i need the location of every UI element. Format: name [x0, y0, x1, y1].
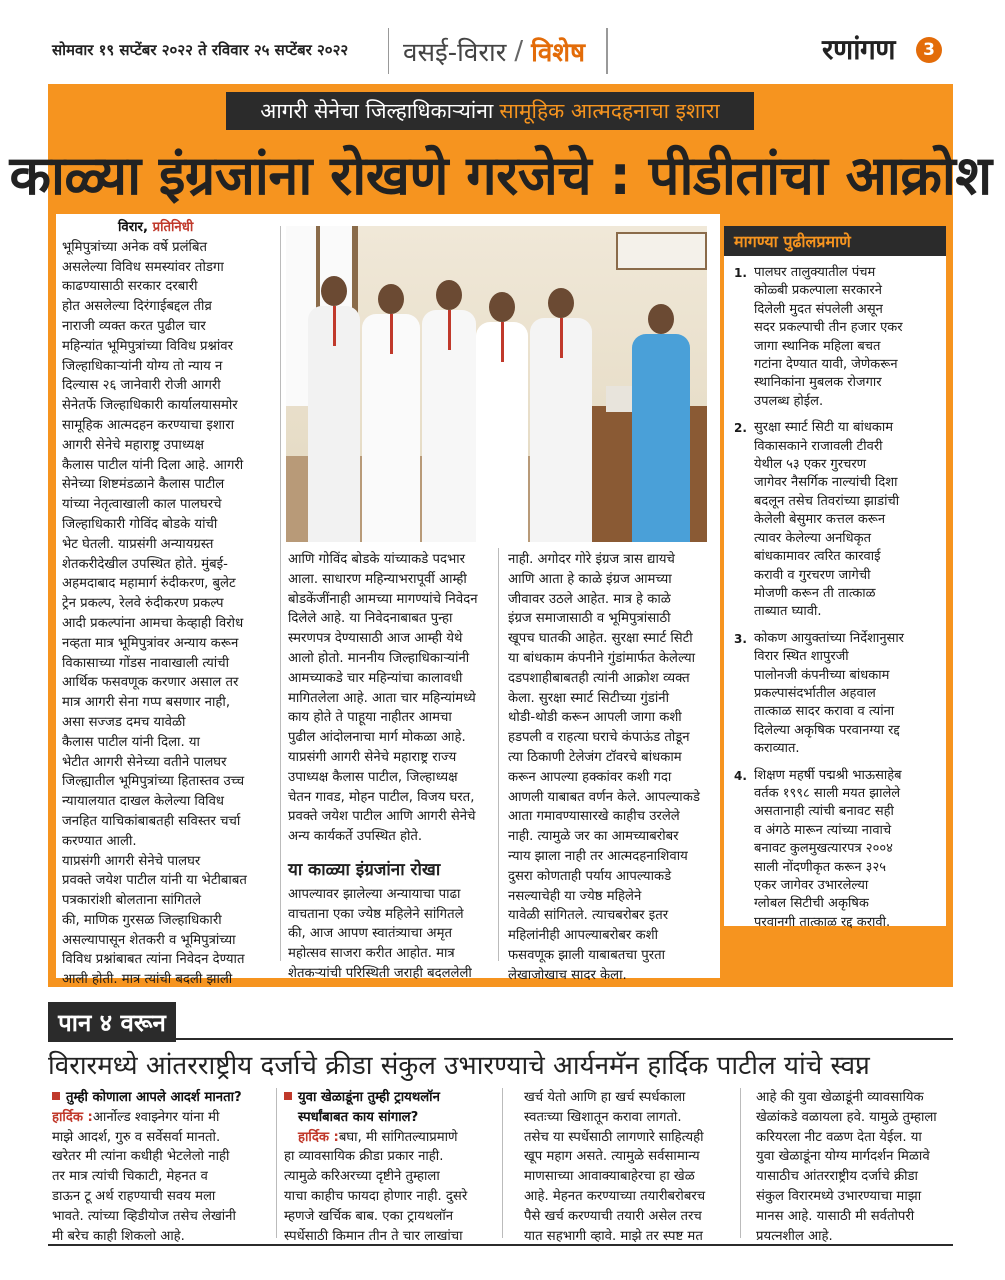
text-line: मोजणी करून ती तात्काळ [754, 585, 876, 601]
text-line: प्रयत्नशील आहे. [756, 1228, 833, 1244]
text-line: आणि गोविंद बोडके यांच्याकडे पदभार [288, 552, 466, 567]
text-line: बनावट कुलमुखत्यारपत्र २००४ [754, 841, 893, 857]
text-line: यावेळी सांगितले. त्याचबरोबर इतर [508, 908, 669, 924]
text-line: विरार स्थित शापुरजी [754, 649, 849, 665]
text-line: तसेच या स्पर्धेसाठी लागणारे साहित्यही [524, 1129, 704, 1145]
text-line: असल्यापासून शेतकरी व भूमिपुत्रांच्या [62, 932, 236, 948]
text-line: ग्लोबल सिटीची अकृषिक [754, 896, 869, 912]
question-text: तुम्ही कोणाला आपले आदर्श मानता? [66, 1090, 242, 1105]
text-line: विविध प्रश्नांबाबत त्यांना निवेदन देण्यात [62, 952, 245, 968]
demand-item [724, 264, 946, 411]
text-line: म्हणजे खर्चिक बाब. एका ट्रायथलॉन [284, 1208, 454, 1224]
text-line: याप्रसंगी आगरी सेनेचे महाराष्ट्र राज्य [288, 749, 457, 765]
text-line: महिलांनीही आपल्याबरोबर कशी [508, 928, 659, 944]
text-line: काय होते ते पाहूया नाहीतर आमचा [288, 710, 452, 726]
text-line: भूमिपुत्रांच्या अनेक वर्षे प्रलंबित [62, 239, 208, 255]
page-number-badge: 3 [916, 37, 942, 63]
person-lanyard [390, 314, 393, 354]
text-line: नाराजी व्यक्त करत पुढील चार [62, 318, 206, 334]
text-line: प्रवक्ते जयेश पाटील आणि आगरी सेनेचे [288, 809, 476, 825]
demands-title: मागण्या पुढीलप्रमाणे [724, 226, 946, 256]
text-line: स्पर्धेसाठी किमान तीन ते चार लाखांचा [284, 1228, 463, 1244]
text-line: न्यायालयात दाखल केलेल्या विविध [62, 794, 225, 810]
text-line: भावते. त्यांच्या व्हिडीयोज तसेच लेखांनी [52, 1208, 236, 1224]
text-line: चेतन गावड, मोहन पाटील, विजय घरत, [288, 789, 475, 805]
text-line: दुसरा कोणताही पर्याय आपल्याकडे [508, 868, 672, 884]
text-line: आणली याबाबत वर्णन केले. आपल्याकडे [508, 789, 700, 805]
text-line: महिन्यांत भूमिपुत्रांच्या विविध प्रश्नांवर [62, 338, 233, 354]
text-line: भेट घेतली. याप्रसंगी अन्यायग्रस्त [62, 536, 214, 552]
text-line: आहे की युवा खेळाडूंनी व्यावसायिक [756, 1090, 924, 1105]
interview-question [284, 1088, 498, 1108]
text-line: आलो होतो. माननीय जिल्हाधिकाऱ्यांनी [288, 650, 470, 666]
text-line: आमच्याकडे चार महिन्यांचा कालावधी [288, 670, 463, 686]
question-text: युवा खेळाडूंना तुम्ही ट्रायथलॉन [298, 1090, 440, 1105]
text-line: जनहित याचिकांबाबतही सविस्तर चर्चा [62, 813, 241, 829]
text-line: उपलब्ध होईल. [754, 393, 824, 409]
text-line: माणसाच्या आवाक्याबाहेरचा हा खेळ [524, 1169, 695, 1185]
text-line: केला. सुरक्षा स्मार्ट सिटीच्या गुंडांनी [508, 690, 670, 706]
story2-column-3 [524, 1088, 736, 1246]
person-head [489, 292, 515, 322]
text-line: त्यावर केलेल्या अनधिकृत [754, 530, 872, 546]
answer-text: बघा, मी सांगितल्याप्रमाणे [338, 1129, 458, 1145]
dateline-reporter: प्रतिनिधी [152, 220, 194, 235]
text-line: कोळ्बी प्रकल्पाला सरकारने [754, 283, 882, 299]
text-line: असा सज्जड दमच यावेळी [62, 714, 186, 730]
demand-number: 1. [734, 266, 747, 280]
person-figure [422, 226, 476, 542]
text-line: मी बरेच काही शिकलो आहे. [52, 1228, 185, 1244]
person-figure [362, 226, 420, 542]
text-line: होत असलेल्या दिरंगाईबद्दल तीव्र [62, 299, 212, 315]
person-head [321, 276, 347, 306]
text-line: आपल्यावर झालेल्या अन्यायाचा पाढा [288, 886, 461, 902]
text-line: स्थानिकांना मुबलक रोजगार [754, 375, 882, 391]
column-divider [502, 1088, 503, 1238]
text-line: दडपशाहीबाबतही त्यांनी आक्रोश व्यक्त [508, 670, 690, 686]
text-line: बदलून तसेच तिवरांच्या झाडांची [754, 493, 900, 509]
text-line: व अंगठे मारून त्यांच्या नावाचे [754, 822, 892, 838]
text-line: विकासाच्या गोंडस नावाखाली त्यांची [62, 655, 230, 671]
answer-label: हार्दिक : [298, 1129, 339, 1145]
text-line: की, आज आपण स्वातंत्र्याचा अमृत [288, 926, 452, 942]
text-line: कराव्यात. [754, 741, 800, 757]
text-line: जिल्ह्यातील भूमिपुत्रांच्या हितास्तव उच्च [62, 774, 245, 790]
text-line: असलेल्या विविध समस्यांवर तोडगा [62, 259, 224, 275]
text-line: पत्रकारांशी बोलताना सांगितले [62, 893, 202, 909]
text-line: याप्रसंगी आगरी सेनेचे पालघर [62, 853, 201, 869]
issue-date: सोमवार १९ सप्टेंबर २०२२ ते रविवार २५ सप्टेंबर २०२२ [52, 41, 349, 59]
tag-rule [176, 1038, 953, 1040]
text-line: पुढील आंदोलनाचा मार्ग मोकळा आहे. [288, 730, 466, 746]
text-line: विकासकाने राजावली टीवरी [754, 438, 883, 454]
text-line: संकुल विरारमध्ये उभारण्याचा माझा [756, 1188, 922, 1204]
text-line: युवा खेळाडूंना योग्य मार्गदर्शन मिळावे [756, 1149, 930, 1165]
text-line: सेनेच्या शिष्टमंडळाने कैलास पाटील [62, 477, 225, 493]
text-line: जिल्हाधिकारी गोविंद बोडके यांची [62, 516, 218, 532]
text-line: केलेली बेसुमार कत्तल करून [754, 512, 886, 528]
person-lanyard [560, 318, 563, 358]
text-line: कैलास पाटील यांनी दिला. या [62, 734, 200, 750]
person-lanyard [333, 306, 336, 346]
text-line: सेनेतर्फे जिल्हाधिकारी कार्यालयासमोर [62, 398, 238, 414]
story2-column-1 [52, 1088, 272, 1246]
demands-list [724, 264, 946, 940]
text-line: यासाठीच आंतरराष्ट्रीय दर्जाचे क्रीडा [756, 1169, 918, 1185]
text-line: शेतकरीदेखील उपस्थित होते. मुंबई- [62, 556, 228, 572]
text-line: खर्च येतो आणि हा खर्च स्पर्धकाला [524, 1090, 686, 1105]
text-line: याचा काहीच फायदा होणार नाही. दुसरे [284, 1188, 468, 1204]
kicker-highlight: सामूहिक आत्मदहनाचा इशारा [499, 99, 720, 123]
text-line: जागा स्थानिक महिला बचत [754, 338, 881, 354]
text-line: नव्हता मात्र भूमिपुत्रांवर अन्याय करून [62, 635, 239, 651]
story2-column-2 [284, 1088, 498, 1246]
text-line: आदी प्रकल्पांना आमचा केव्हाही विरोध [62, 615, 244, 631]
person-figure [530, 226, 592, 542]
text-line: पालघर तालुक्यातील पंचम [754, 265, 876, 280]
demand-item [724, 419, 946, 621]
text-line: खूपच घातकी आहेत. सुरक्षा स्मार्ट सिटी [508, 631, 693, 647]
text-line: लेखाजोखाच सादर केला. [508, 967, 627, 983]
text-line: येथील ५३ एकर गुरचरण [754, 457, 867, 473]
demand-item [724, 767, 946, 933]
text-line: गटांना देण्यात यावी, जेणेकरून [754, 357, 898, 373]
text-line: आणि आता हे काळे इंग्रज आमच्या [508, 571, 672, 587]
continued-from-tag: पान ४ वरून [48, 1002, 176, 1042]
newspaper-masthead: रणांगण [822, 33, 895, 66]
section-separator: / [514, 36, 524, 66]
person-figure [632, 226, 690, 542]
text-line: यांच्या नेतृत्वाखाली काल पालघरचे [62, 497, 222, 513]
story-column-1 [62, 218, 278, 990]
bottom-rule [48, 1244, 953, 1246]
text-line: असतानाही त्यांची बनावट सही [754, 804, 894, 820]
text-line: प्रवक्ते जयेश पाटील यांनी या भेटीबाबत [62, 873, 247, 889]
text-line: एकर जागेवर उभारलेल्या [754, 878, 869, 893]
demand-number: 3. [734, 631, 747, 646]
text-line: की, माणिक गुरसळ जिल्हाधिकारी [62, 912, 222, 928]
text-line: मानस आहे. यासाठी मी सर्वतोपरी [756, 1208, 915, 1224]
text-line: काढण्यासाठी सरकार दरबारी [62, 279, 198, 295]
text-line: बोडकेंजींनाही आमच्या मागण्यांचे निवेदन [288, 591, 478, 607]
dateline-place: विरार, [118, 220, 148, 235]
text-line: ट्रेन प्रकल्प, रेलवे रुंदीकरण प्रकल्प [62, 596, 224, 612]
text-line: सदर प्रकल्पाची तीन हजार एकर [754, 320, 903, 336]
text-line: जिल्हाधिकाऱ्यांनी योग्य तो न्याय न [62, 358, 223, 374]
text-line: तर मात्र त्यांची चिकाटी, मेहनत व [52, 1169, 208, 1185]
person-head [648, 304, 674, 334]
story-kicker [226, 92, 754, 130]
text-line: पैसे खर्च करण्याची तयारी असेल तरच [524, 1208, 702, 1224]
person-figure [476, 226, 528, 542]
text-line: त्या ठिकाणी टेलेजंग टॉवरचे बांधकाम [508, 749, 682, 765]
text-line: नाही. अगोदर गोरे इंग्रज त्रास द्यायचे [508, 552, 675, 567]
text-line: जीवावर उठले आहेत. मात्र हे काळे [508, 591, 671, 607]
story-subhead: या काळ्या इंग्रजांना रोखा [288, 859, 441, 880]
column-divider [498, 548, 499, 961]
demand-number: 2. [734, 421, 747, 436]
text-line: आगरी सेनेचे महाराष्ट्र उपाध्यक्ष [62, 437, 204, 453]
text-line [284, 1128, 498, 1148]
text-line: आता गमावण्यासारखे काहीच उरलेले [508, 809, 680, 825]
text-line: दिलेले आहे. या निवेदनाबाबत पुन्हा [288, 611, 453, 627]
text-line: खूप महाग असते. त्यामुळे सर्वसामान्य [524, 1149, 700, 1165]
text-line: सामूहिक आत्मदहन करण्याचा इशारा [62, 417, 235, 433]
text-line: स्वतःच्या खिशातून करावा लागतो. [524, 1109, 682, 1125]
text-line: हा व्यावसायिक क्रीडा प्रकार नाही. [284, 1149, 444, 1165]
header-divider [606, 28, 608, 74]
text-line: आला. साधारण महिन्याभरापूर्वी आम्ही [288, 571, 467, 587]
bullet-square-icon [52, 1092, 60, 1100]
text-line: आर्थिक फसवणूक करणार असाल तर [62, 675, 239, 691]
text-line: प्रकल्पासंदर्भातील अहवाल [754, 685, 876, 701]
text-line: वर्तक १९९८ साली मयत झालेले [754, 785, 901, 801]
text-line: करण्यात आली. [62, 833, 137, 849]
text-line: महोत्सव साजरा करीत आहोत. मात्र [288, 946, 455, 962]
text-line: दिलेली मुदत संपलेली असून [754, 301, 883, 317]
text-line: करून आपल्या हक्कांवर कशी गदा [508, 769, 672, 785]
person-head [436, 280, 462, 310]
section-label [388, 28, 585, 74]
text-line: जागेवर नैसर्गिक नाल्यांची दिशा [754, 475, 898, 491]
story2-headline: विरारमध्ये आंतरराष्ट्रीय दर्जाचे क्रीडा संकुल उभारण्याचे आर्यनमॅन हार्दिक पाटील यांचे स्वप्न [48, 1051, 870, 1081]
text-line: डाऊन टू अर्थ राहण्याची सवय मला [52, 1188, 216, 1204]
text-line: न्याय झाला नाही तर आत्मदहनाशिवाय [508, 848, 688, 864]
text-line: त्यामुळे करिअरच्या दृष्टीने तुम्हाला [284, 1169, 440, 1185]
person-head [378, 284, 404, 314]
text-line: ताब्यात घ्यावी. [754, 604, 822, 620]
text-line: करावी व गुरचरण जागेची [754, 567, 871, 583]
text-line: परवानगी तात्काळ रद्द करावी. [754, 914, 891, 930]
text-line: आली होती. मात्र त्यांची बदली झाली [62, 972, 233, 988]
text-line: शिक्षण महर्षी पद्मश्री भाऊसाहेब [754, 767, 902, 783]
text-line: बांधकामावर त्वरित कारवाई [754, 549, 881, 565]
demand-item [724, 630, 946, 759]
demands-sidebox [724, 226, 946, 930]
text-line: अन्य कार्यकर्ते उपस्थित होते. [288, 829, 423, 845]
demand-number: 4. [734, 768, 747, 783]
text-line: नसल्याचेही या ज्येष्ठ महिलेने [508, 888, 642, 904]
text-line: नाही. त्यामुळे जर का आमच्याबरोबर [508, 829, 679, 845]
story-headline: काळ्या इंग्रजांना रोखणे गरजेचे : पीडीतांचा आक्रोश [9, 144, 992, 207]
text-line: अहमदाबाद महामार्ग रुंदीकरण, बुलेट [62, 576, 236, 592]
text-line: खरेतर मी त्यांना कधीही भेटलेलो नाही [52, 1149, 230, 1165]
person-lanyard [501, 322, 504, 362]
text-line: या बांधकाम कंपनीने गुंडांमार्फत केलेल्या [508, 650, 696, 666]
text-line: इंग्रज समाजासाठी व भूमिपुत्रांसाठी [508, 611, 671, 627]
text-line: आहे. मेहनत करण्याच्या तयारीबरोबरच [524, 1188, 706, 1204]
column-divider [276, 1088, 277, 1238]
text-line: दिलेल्या अकृषिक परवानग्या रद्द [754, 722, 900, 738]
text-line: तात्काळ सादर करावा व त्यांना [754, 704, 895, 720]
bullet-square-icon [284, 1092, 292, 1100]
text-line: कैलास पाटील यांनी दिला आहे. आगरी [62, 457, 244, 473]
section-name: वसई-विरार [403, 38, 507, 68]
text-line: साली नोंदणीकृत करून ३२५ [754, 859, 886, 875]
answer-text: आर्नोल्ड श्वाझ्नेगर यांना मी [92, 1109, 220, 1125]
story-column-3 [508, 550, 712, 986]
person-lanyard [660, 334, 663, 374]
text-line: हडपली व राहत्या घराचे कंपाऊंड तोडून [508, 730, 690, 746]
text-line: पालोनजी कंपनीच्या बांधकाम [754, 667, 890, 683]
text-line: यात सहभागी व्हावे. माझे तर स्पष्ट मत [524, 1228, 703, 1244]
text-line: थोडी-थोडी करून आपली जागा कशी [508, 710, 682, 726]
column-divider [280, 226, 281, 961]
person-lanyard [448, 310, 451, 350]
dateline [62, 218, 278, 238]
text-line: खेळांकडे वळायला हवे. यामुळे तुम्हाला [756, 1109, 937, 1125]
text-line: करियरला नीट वळण देता येईल. या [756, 1129, 922, 1145]
person-head [548, 288, 574, 318]
interview-question [52, 1088, 272, 1108]
text-line: शेतकऱ्यांची परिस्थिती जराही बदललेली [288, 965, 472, 981]
text-line: दिल्यास २६ जानेवारी रोजी आगरी [62, 378, 221, 394]
kicker-text: आगरी सेनेचा जिल्हाधिकाऱ्यांना [260, 99, 494, 123]
text-line: मात्र आगरी सेना गप्प बसणार नाही, [62, 695, 231, 711]
text-line: भेटीत आगरी सेनेच्या वतीने पालघर [62, 754, 227, 770]
story2-column-4 [756, 1088, 956, 1246]
column-divider [740, 1088, 741, 1238]
text-line: माझे आदर्श, गुरु व सर्वेसर्वा मानतो. [52, 1129, 221, 1145]
text-line: सुरक्षा स्मार्ट सिटी या बांधकाम [754, 420, 893, 436]
meeting-photo [286, 226, 707, 542]
text-line: वाचताना एका ज्येष्ठ महिलेने सांगितले [288, 906, 464, 922]
story-column-2 [288, 550, 494, 984]
text-line [52, 1108, 272, 1128]
text-line: मागितलेला आहे. आता चार महिन्यांमध्ये [288, 690, 476, 706]
text-line: उपाध्यक्ष कैलास पाटील, जिल्हाध्यक्ष [288, 769, 458, 785]
subsection-name: विशेष [531, 38, 586, 68]
interview-question-cont: स्पर्धांबाबत काय सांगाल? [298, 1109, 419, 1125]
text-line: फसवणूक झाली याबाबतचा पुरता [508, 947, 666, 963]
person-figure [308, 226, 360, 542]
answer-label: हार्दिक : [52, 1109, 93, 1125]
text-line: कोकण आयुक्तांच्या निर्देशानुसार [754, 630, 905, 646]
text-line: स्मरणपत्र देण्यासाठी आज आम्ही येथे [288, 631, 463, 647]
